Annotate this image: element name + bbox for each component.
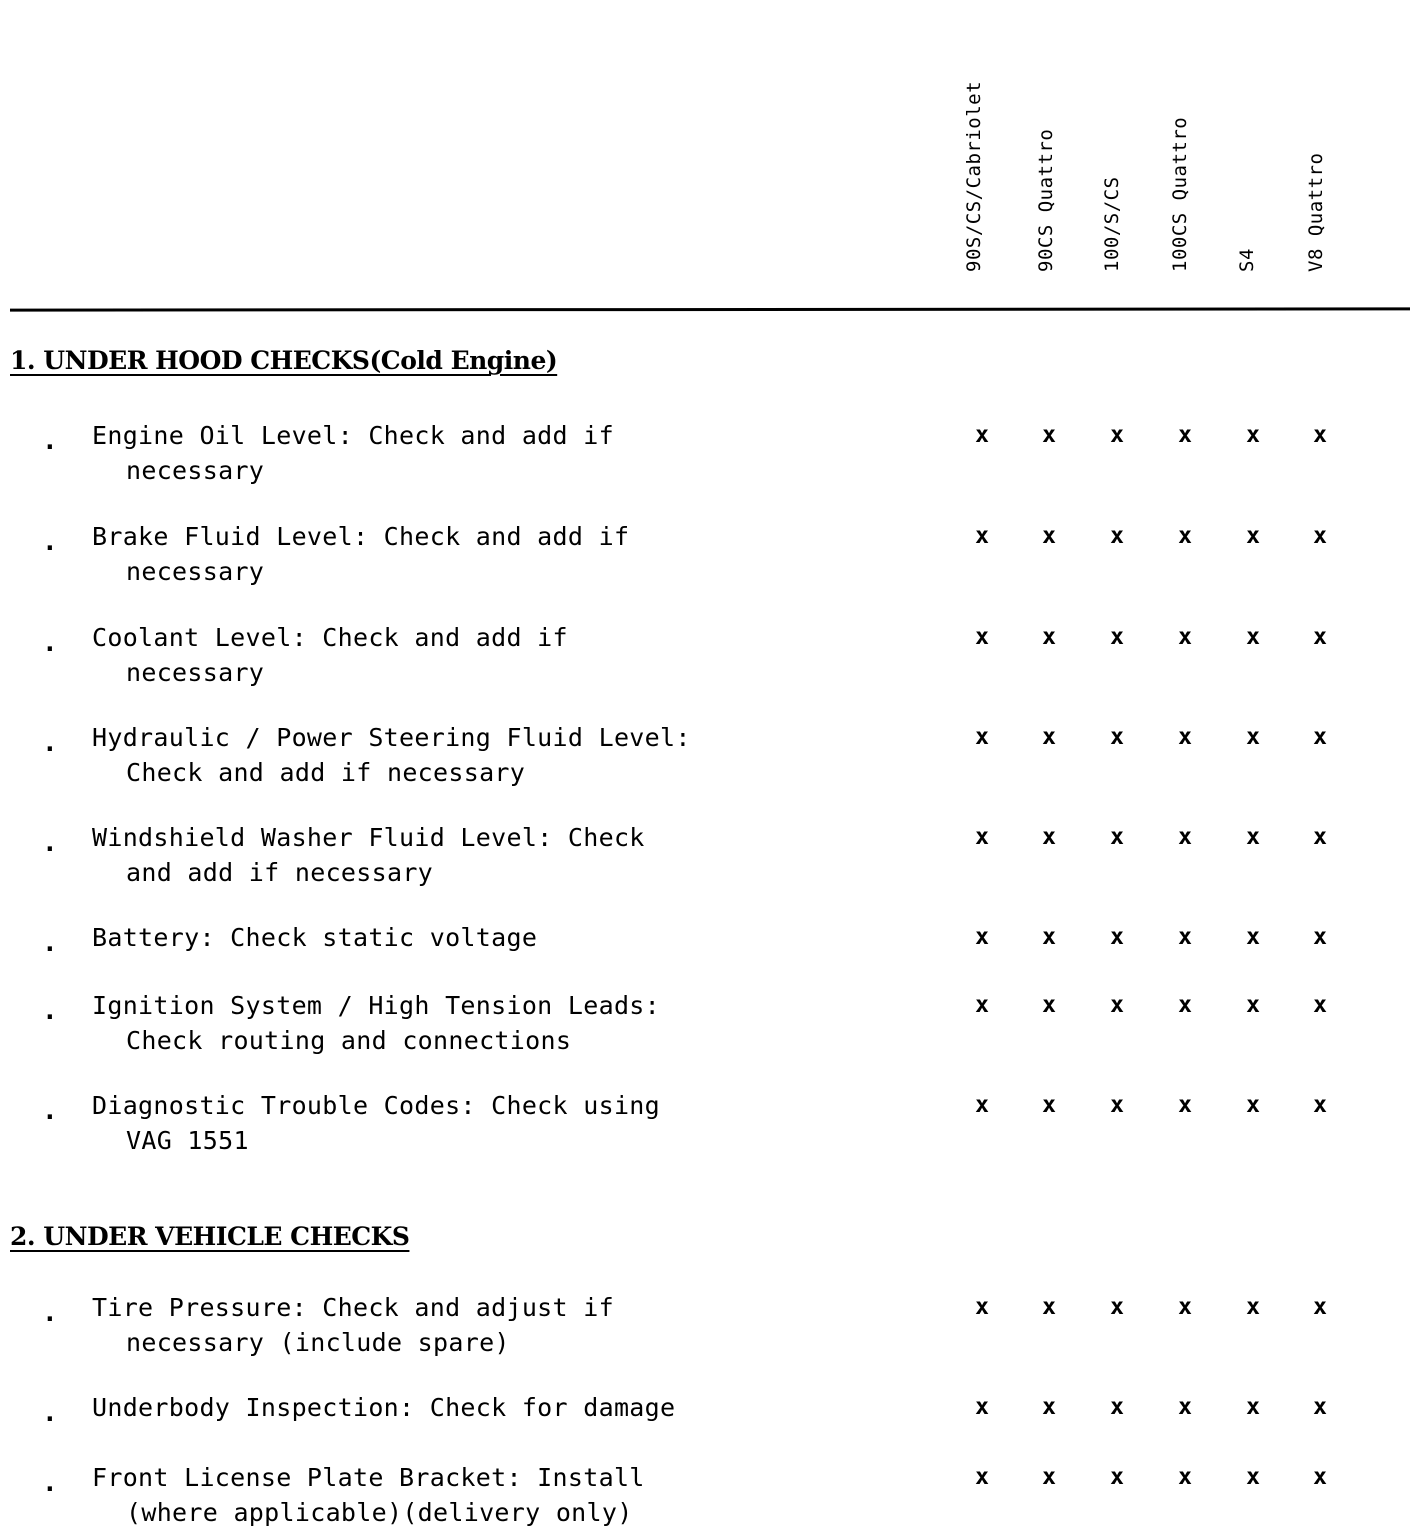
check-mark: x <box>1313 523 1327 549</box>
check-mark: x <box>975 724 989 750</box>
check-mark: x <box>1110 1294 1124 1320</box>
item-bullet: . <box>42 1096 58 1126</box>
check-mark: x <box>1246 1464 1260 1490</box>
checklist-item <box>0 820 1424 900</box>
item-text-line-2: necessary (include spare) <box>126 1328 510 1357</box>
item-description <box>92 720 782 790</box>
check-mark: x <box>1042 1294 1056 1320</box>
check-mark: x <box>1042 924 1056 950</box>
checklist-item <box>0 988 1424 1068</box>
item-text-line-2: Check and add if necessary <box>126 758 526 787</box>
item-description <box>92 920 782 955</box>
item-text-line-2: (where applicable)(delivery only) <box>126 1498 633 1527</box>
item-text-line-1: Underbody Inspection: Check for damage <box>92 1393 676 1422</box>
section-title-under-vehicle: 2. UNDER VEHICLE CHECKS <box>10 1222 410 1251</box>
header-divider-rule <box>10 307 1410 311</box>
column-header-model-5: S4 <box>1236 248 1258 272</box>
check-mark: x <box>1246 924 1260 950</box>
check-mark: x <box>1042 824 1056 850</box>
check-mark: x <box>1246 1394 1260 1420</box>
check-mark: x <box>1313 422 1327 448</box>
check-mark: x <box>1313 992 1327 1018</box>
checklist-item <box>0 1088 1424 1168</box>
check-mark: x <box>1246 1092 1260 1118</box>
checklist-item <box>0 1390 1424 1470</box>
item-text-line-2: Check routing and connections <box>126 1026 572 1055</box>
column-header-model-2: 90CS Quattro <box>1035 128 1057 272</box>
checklist-item <box>0 1460 1424 1540</box>
item-bullet: . <box>42 828 58 858</box>
check-mark: x <box>1042 422 1056 448</box>
item-description <box>92 1460 782 1530</box>
checklist-item <box>0 620 1424 700</box>
checklist-item <box>0 519 1424 599</box>
check-mark: x <box>1313 624 1327 650</box>
item-text-line-2: necessary <box>126 456 265 485</box>
column-header-model-6: V8 Quattro <box>1305 152 1327 272</box>
check-mark: x <box>1313 724 1327 750</box>
check-mark: x <box>1246 992 1260 1018</box>
check-mark: x <box>1110 824 1124 850</box>
check-mark: x <box>1110 1394 1124 1420</box>
check-mark: x <box>1313 824 1327 850</box>
check-mark: x <box>1042 1464 1056 1490</box>
check-mark: x <box>975 992 989 1018</box>
item-bullet: . <box>42 928 58 958</box>
item-bullet: . <box>42 996 58 1026</box>
check-mark: x <box>1246 724 1260 750</box>
check-mark: x <box>1178 523 1192 549</box>
item-bullet: . <box>42 1468 58 1498</box>
check-mark: x <box>975 1394 989 1420</box>
check-mark: x <box>1110 992 1124 1018</box>
check-mark: x <box>1110 624 1124 650</box>
check-mark: x <box>1178 624 1192 650</box>
check-mark: x <box>1042 523 1056 549</box>
check-mark: x <box>1110 924 1124 950</box>
check-mark: x <box>1178 724 1192 750</box>
check-mark: x <box>1178 1394 1192 1420</box>
check-mark: x <box>1313 1394 1327 1420</box>
check-mark: x <box>1313 924 1327 950</box>
item-text-line-1: Ignition System / High Tension Leads: <box>92 991 660 1020</box>
item-description <box>92 1390 782 1425</box>
item-text-line-1: Hydraulic / Power Steering Fluid Level: <box>92 723 691 752</box>
check-mark: x <box>975 624 989 650</box>
check-mark: x <box>1313 1464 1327 1490</box>
check-mark: x <box>975 824 989 850</box>
item-text-line-2: necessary <box>126 658 265 687</box>
check-mark: x <box>1178 422 1192 448</box>
item-text-line-1: Windshield Washer Fluid Level: Check <box>92 823 645 852</box>
item-text-line-2: necessary <box>126 557 265 586</box>
check-mark: x <box>1178 1464 1192 1490</box>
check-mark: x <box>1178 824 1192 850</box>
check-mark: x <box>1042 992 1056 1018</box>
check-mark: x <box>1313 1294 1327 1320</box>
checklist-item <box>0 418 1424 498</box>
item-description <box>92 620 782 690</box>
item-text-line-1: Coolant Level: Check and add if <box>92 623 568 652</box>
check-mark: x <box>975 1464 989 1490</box>
item-text-line-2: VAG 1551 <box>126 1126 249 1155</box>
checklist-item <box>0 720 1424 800</box>
check-mark: x <box>975 924 989 950</box>
check-mark: x <box>975 523 989 549</box>
section-title-under-hood: 1. UNDER HOOD CHECKS(Cold Engine) <box>10 346 558 375</box>
item-description <box>92 820 782 890</box>
column-header-model-1: 90S/CS/Cabriolet <box>963 80 985 272</box>
checklist-item <box>0 1290 1424 1370</box>
item-text-line-1: Front License Plate Bracket: Install <box>92 1463 645 1492</box>
item-text-line-1: Engine Oil Level: Check and add if <box>92 421 614 450</box>
check-mark: x <box>1110 1092 1124 1118</box>
check-mark: x <box>1110 422 1124 448</box>
check-mark: x <box>1110 724 1124 750</box>
check-mark: x <box>1042 724 1056 750</box>
check-mark: x <box>1246 1294 1260 1320</box>
item-description <box>92 1290 782 1360</box>
check-mark: x <box>1178 1092 1192 1118</box>
check-mark: x <box>1178 924 1192 950</box>
check-mark: x <box>1246 624 1260 650</box>
column-header-model-4: 100CS Quattro <box>1169 116 1191 272</box>
check-mark: x <box>1110 523 1124 549</box>
item-description <box>92 418 782 488</box>
check-mark: x <box>975 1294 989 1320</box>
item-bullet: . <box>42 527 58 557</box>
check-mark: x <box>1313 1092 1327 1118</box>
column-header-model-3: 100/S/CS <box>1101 176 1123 272</box>
check-mark: x <box>1246 523 1260 549</box>
check-mark: x <box>1042 624 1056 650</box>
item-bullet: . <box>42 728 58 758</box>
check-mark: x <box>975 422 989 448</box>
item-description <box>92 519 782 589</box>
check-mark: x <box>1178 992 1192 1018</box>
check-mark: x <box>1178 1294 1192 1320</box>
item-description <box>92 988 782 1058</box>
check-mark: x <box>975 1092 989 1118</box>
check-mark: x <box>1246 824 1260 850</box>
check-mark: x <box>1042 1394 1056 1420</box>
check-mark: x <box>1042 1092 1056 1118</box>
item-description <box>92 1088 782 1158</box>
item-text-line-1: Tire Pressure: Check and adjust if <box>92 1293 614 1322</box>
item-text-line-1: Diagnostic Trouble Codes: Check using <box>92 1091 660 1120</box>
item-bullet: . <box>42 628 58 658</box>
item-text-line-1: Brake Fluid Level: Check and add if <box>92 522 630 551</box>
item-text-line-2: and add if necessary <box>126 858 434 887</box>
item-bullet: . <box>42 1298 58 1328</box>
item-bullet: . <box>42 1398 58 1428</box>
item-bullet: . <box>42 426 58 456</box>
check-mark: x <box>1110 1464 1124 1490</box>
check-mark: x <box>1246 422 1260 448</box>
item-text-line-1: Battery: Check static voltage <box>92 923 538 952</box>
